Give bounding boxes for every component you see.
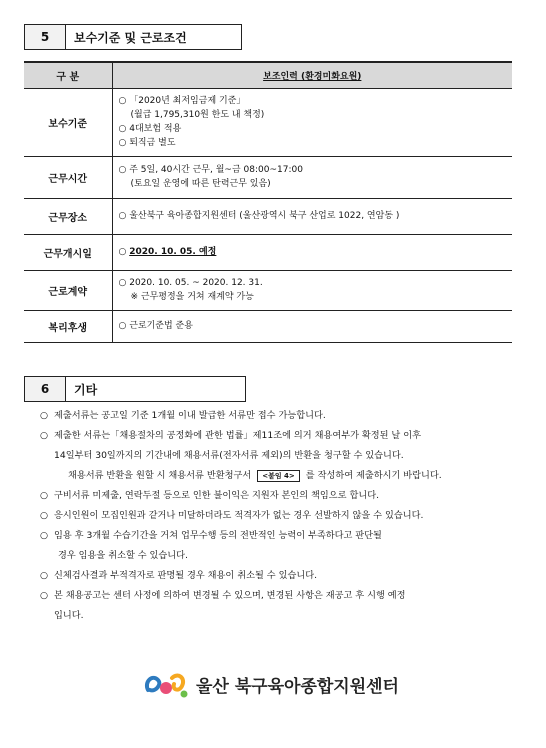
line: ○ 4대보험 적용 (118, 124, 182, 134)
list-item (40, 506, 515, 526)
table-header-row (24, 62, 512, 88)
section-6-header (24, 376, 246, 402)
section-5-header (24, 24, 242, 50)
table-row (24, 234, 512, 270)
list-item (40, 406, 515, 426)
line: 입니다. (54, 610, 84, 621)
list-item (40, 566, 515, 586)
row-label: 근로계약 (24, 270, 112, 310)
bullet: ○ (40, 430, 49, 441)
line: (토요일 운영에 따른 탄력근무 있음) (130, 179, 271, 189)
line: ○ 울산북구 육아종합지원센터 (울산광역시 북구 산업로 1022, 연암동 ) (118, 211, 400, 221)
note-text (54, 426, 515, 486)
section-number: 5 (24, 24, 66, 50)
footer (142, 668, 399, 700)
bullet: ○ (40, 590, 49, 601)
list-item (40, 586, 515, 626)
bullet: ○ (40, 490, 49, 501)
center-logo-icon (142, 668, 190, 700)
note-text: 응시인원이 모집인원과 같거나 미달하더라도 적격자가 없는 경우 선발하지 않을 수 있습니다. (54, 510, 424, 521)
bullet: ○ (40, 570, 49, 581)
line (54, 466, 515, 486)
row-label: 근무시간 (24, 156, 112, 198)
table-row (24, 198, 512, 234)
header-title: 보조인력 (환경미화요원) (112, 62, 512, 88)
section-title: 기타 (66, 376, 246, 402)
line: ○ 근로기준법 준용 (118, 321, 193, 331)
row-content (112, 310, 512, 342)
list-item (40, 486, 515, 506)
conditions-table (24, 61, 512, 343)
note-text: 제출서류는 공고일 기준 1개월 이내 발급한 서류만 접수 가능합니다. (54, 410, 326, 421)
table-row (24, 270, 512, 310)
header-label: 구 분 (24, 62, 112, 88)
row-content (112, 88, 512, 156)
notes-list (40, 406, 515, 626)
bullet: ○ (118, 247, 127, 257)
row-label: 근무개시일 (24, 234, 112, 270)
line: ○ 주 5일, 40시간 근무, 월~금 08:00~17:00 (118, 165, 303, 175)
line: ○ 「2020년 최저임금제 기준」 (118, 96, 246, 106)
table-row (24, 310, 512, 342)
section-number: 6 (24, 376, 66, 402)
note-text: 구비서류 미제출, 연락두절 등으로 인한 불이익은 지원자 본인의 책임으로 합니다. (54, 490, 380, 501)
note-text: 신체검사결과 부적격자로 판명될 경우 채용이 취소될 수 있습니다. (54, 570, 317, 581)
row-label: 보수기준 (24, 88, 112, 156)
line: 임용 후 3개월 수습기간을 거쳐 업무수행 등의 전반적인 능력이 부족하다고 판단될 (54, 530, 382, 541)
row-content (112, 198, 512, 234)
list-item (40, 426, 515, 486)
row-content (112, 270, 512, 310)
section-title: 보수기준 및 근로조건 (66, 24, 242, 50)
bullet: ○ (40, 510, 49, 521)
list-item (40, 526, 515, 566)
row-content (112, 234, 512, 270)
row-label: 근무장소 (24, 198, 112, 234)
text: 채용서류 반환을 원할 시 채용서류 반환청구서 (68, 470, 252, 481)
note-text (54, 586, 515, 626)
start-date: 2020. 10. 05. 예정 (129, 247, 217, 257)
attachment-badge: <붙임 4> (257, 470, 300, 482)
table-row (24, 156, 512, 198)
row-label: 복리후생 (24, 310, 112, 342)
line: 본 채용공고는 센터 사정에 의하여 변경될 수 있으며, 변경된 사항은 재공고 후 시행 예정 (54, 590, 406, 601)
line: 14일부터 30일까지의 기간내에 채용서류(전자서류 제외)의 반환을 청구할 수 있습니다. (54, 450, 404, 461)
note-text (54, 526, 515, 566)
line: 경우 임용을 취소할 수 있습니다. (58, 550, 188, 561)
line: 제출한 서류는「채용절차의 공정화에 관한 법률」제11조에 의거 채용여부가 확정된 날 이후 (54, 430, 421, 441)
text: 를 작성하여 제출하시기 바랍니다. (305, 470, 442, 481)
bullet: ○ (40, 410, 49, 421)
org-name: 울산 북구육아종합지원센터 (196, 676, 399, 697)
bullet: ○ (40, 530, 49, 541)
row-content (112, 156, 512, 198)
table-row (24, 88, 512, 156)
line: ○ 2020. 10. 05. ~ 2020. 12. 31. (118, 278, 263, 288)
line: ※ 근무평정을 거쳐 재계약 가능 (130, 292, 254, 302)
line: (월급 1,795,310원 한도 내 책정) (130, 110, 265, 120)
line: ○ 퇴직금 별도 (118, 138, 176, 148)
